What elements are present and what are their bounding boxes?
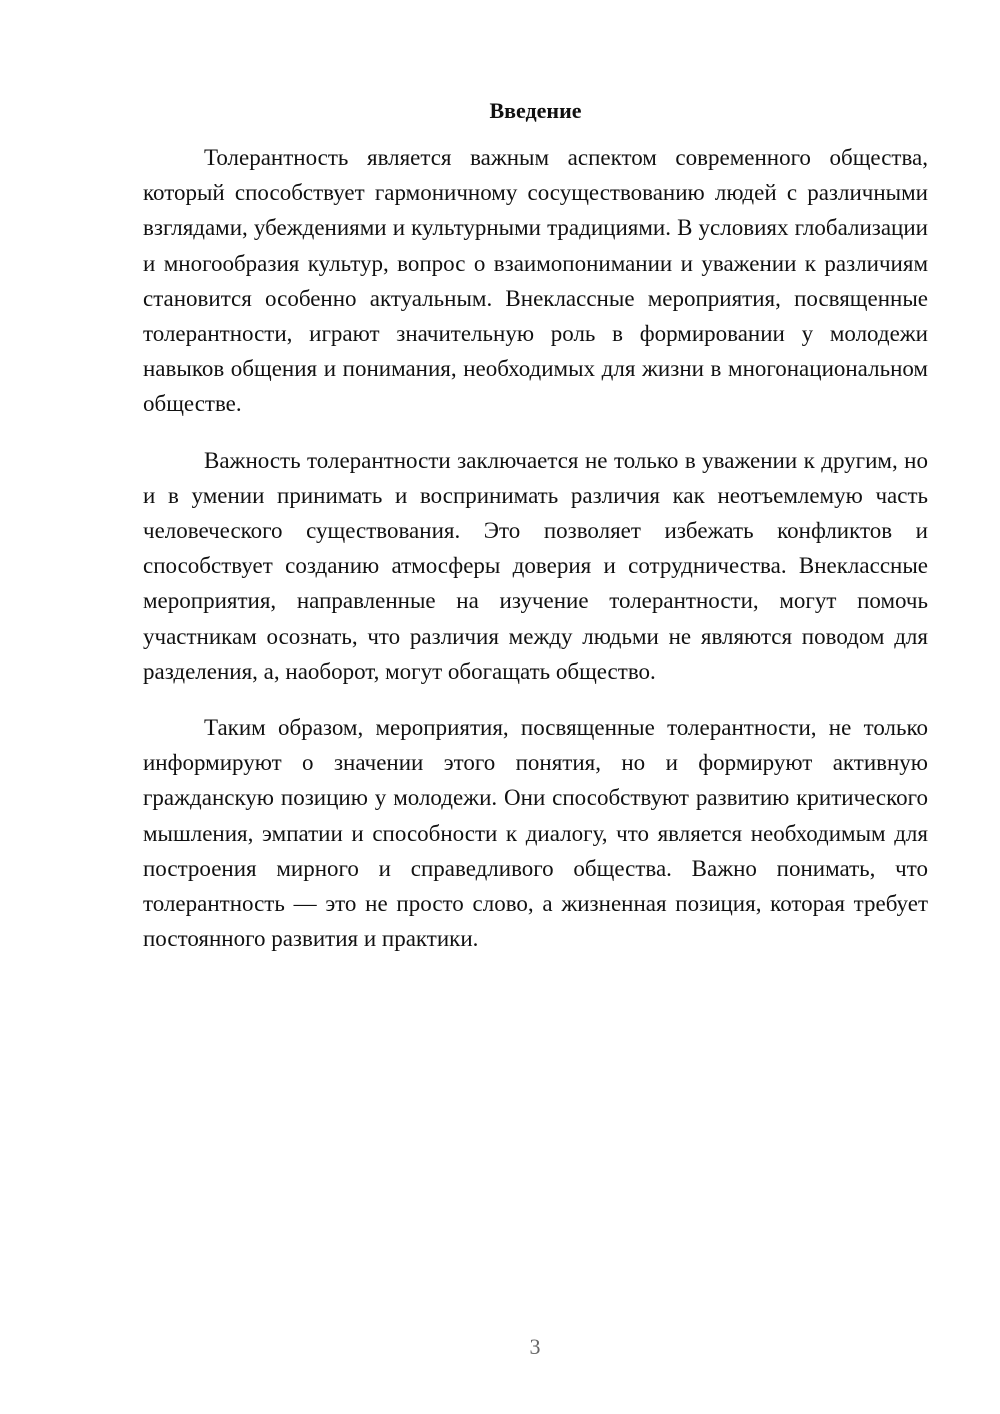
document-body <box>143 140 928 956</box>
section-title: Введение <box>489 98 582 123</box>
paragraph-3: Таким образом, мероприятия, посвященные толерантности, не только информируют о значении этого понятия, но и формируют активную гражданскую позицию у молодежи. Они способствуют развитию критического мышления, эмпатии и способности к диалогу, что является необходимым для построения мирного и справедливого общества. Важно понимать, что толерантность — это не просто слово, а жизненная позиция, которая требует постоянного развития и практики. <box>143 715 928 952</box>
paragraph-2: Важность толерантности заключается не только в уважении к другим, но и в умении принимать и воспринимать различия как неотъемлемую часть человеческого существования. Это позволяет избежать конфликтов и способствует созданию атмосферы доверия и сотрудничества. Внеклассные мероприятия, направленные на изучение толерантности, могут помочь участникам осознать, что различия между людьми не являются поводом для разделения, а, наоборот, могут обогащать общество. <box>143 447 928 684</box>
paragraph-1: Толерантность является важным аспектом современного общества, который способствует гармоничному сосуществованию людей с различными взглядами, убеждениями и культурными традициями. В условиях глобализации и многообразия культур, вопрос о взаимопонимании и уважении к различиям становится особенно актуальным. Внеклассные мероприятия, посвященные толерантности, играют значительную роль в формировании у молодежи навыков общения и понимания, необходимых для жизни в многонациональном обществе. <box>143 145 928 417</box>
page-number: 3 <box>529 1334 541 1359</box>
